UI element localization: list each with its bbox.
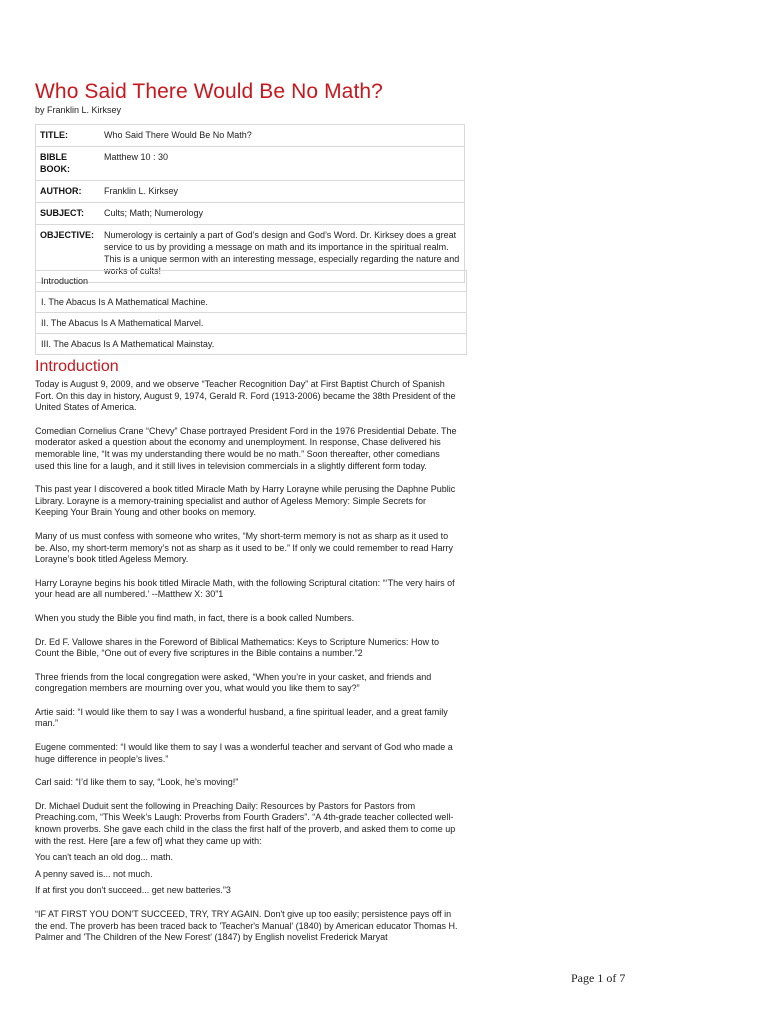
introduction-body (35, 379, 459, 956)
paragraph: Dr. Ed F. Vallowe shares in the Foreword of Biblical Mathematics: Keys to Scripture Numerics: How to Count the Bible, “One out of every five scriptures in the Bible contains a number.”2 (35, 636, 439, 659)
paragraph: Three friends from the local congregation were asked, “When you’re in your casket, and friends and congregation members are mourning over you, what would you like them to say?” (35, 671, 432, 694)
paragraph: “IF AT FIRST YOU DON'T SUCCEED, TRY, TRY AGAIN. Don't give up too easily; persistence pays off in the end. The proverb has been traced back to 'Teacher's Manual' (1840) by American educator Thomas H. Palmer and 'The Children of the New Forest' (1847) by English novelist Frederick Maryat (35, 909, 458, 943)
page-number: Page 1 of 7 (571, 971, 626, 985)
info-value: Cults; Math; Numerology (100, 203, 465, 225)
info-row-subject (36, 203, 465, 225)
info-row-bible-book (36, 147, 465, 181)
toc-link-introduction[interactable]: Introduction (41, 276, 89, 286)
paragraph: When you study the Bible you find math, in fact, there is a book called Numbers. (35, 612, 355, 623)
info-row-title (36, 125, 465, 147)
proverb-line: You can't teach an old dog... math. (35, 852, 173, 863)
proverb-line: If at first you don't succeed... get new batteries.”3 (35, 885, 231, 896)
paragraph: Carl said: “I’d like them to say, “Look, he’s moving!” (35, 777, 239, 788)
paragraph: Many of us must confess with someone who writes, “My short-term memory is not as sharp as it used to be. Also, my short-term memory’s not as sharp as it used to be.” If only we could remember to read Harry Lorayne’s book titled Ageless Memory. (35, 530, 453, 565)
paragraph: Harry Lorayne begins his book titled Miracle Math, with the following Scriptural citation: “‘The very hairs of your head are all numbered.’ --Matthew X: 30”1 (35, 577, 455, 600)
info-label: OBJECTIVE: (36, 225, 101, 283)
author-byline: by Franklin L. Kirksey (35, 105, 122, 115)
toc-link-point-1[interactable]: I. The Abacus Is A Mathematical Machine. (36, 291, 466, 312)
info-label: BIBLE BOOK: (36, 147, 101, 181)
paragraph: This past year I discovered a book titled Miracle Math by Harry Lorayne while perusing the Daphne Public Library. Lorayne is a memory-training specialist and author of Ageless Memory: Simple Secrets for Keeping Your Brain Young and other books on memory. (35, 484, 456, 518)
paragraph: Artie said: “I would like them to say I was a wonderful husband, a fine spiritual leader, and a great family man.” (35, 706, 448, 729)
info-label: TITLE: (36, 125, 101, 147)
info-label: AUTHOR: (36, 181, 101, 203)
sermon-info-table (35, 124, 465, 283)
introduction-heading: Introduction (35, 358, 119, 375)
paragraph: Eugene commented: “I would like them to say I was a wonderful teacher and servant of God who made a huge difference in people’s lives.” (35, 742, 453, 764)
info-value: Franklin L. Kirksey (100, 181, 465, 203)
paragraph: Dr. Michael Duduit sent the following in Preaching Daily: Resources by Pastors for Pastors from Preaching.com, “This Week’s Laugh: Proverbs from Fourth Graders”. “A 4th-grade teacher collected well-known proverbs. She gave each child in the class the first half of the proverb, and asked them to come up with the rest. Here [are a few of] what they came up with: (35, 800, 456, 846)
info-value: Who Said There Would Be No Math? (100, 125, 465, 147)
proverb-line: A penny saved is... not much. (35, 868, 153, 879)
page-title: Who Said There Would Be No Math? (35, 80, 383, 103)
toc-link-point-3[interactable]: III. The Abacus Is A Mathematical Mainstay. (36, 333, 466, 354)
info-value: Numerology is certainly a part of God’s design and God’s Word. Dr. Kirksey does a great service to us by providing a message on math and its importance in the spiritual realm. This is a unique sermon with an interesting message, especially regarding the nature and works of cults! (100, 225, 465, 283)
paragraph: Comedian Cornelius Crane “Chevy” Chase portrayed President Ford in the 1976 Presidential Debate. The moderator asked a question about the economy and unemployment. In response, Chase delivered his memorable line, “It was my understanding there would be no math.” Soon thereafter, other comedians used this line for a laugh, and it still lives in television commercials in a slightly different form today. (35, 425, 457, 471)
info-label: SUBJECT: (36, 203, 101, 225)
paragraph: Today is August 9, 2009, and we observe “Teacher Recognition Day” at First Baptist Church of Spanish Fort. On this day in history, August 9, 1974, Gerald R. Ford (1913-2006) became the 38th President of the United States of America. (35, 379, 456, 413)
info-value: Matthew 10 : 30 (100, 147, 465, 181)
table-of-contents (35, 270, 467, 355)
info-row-author (36, 181, 465, 203)
toc-link-point-2[interactable]: II. The Abacus Is A Mathematical Marvel. (36, 312, 466, 333)
